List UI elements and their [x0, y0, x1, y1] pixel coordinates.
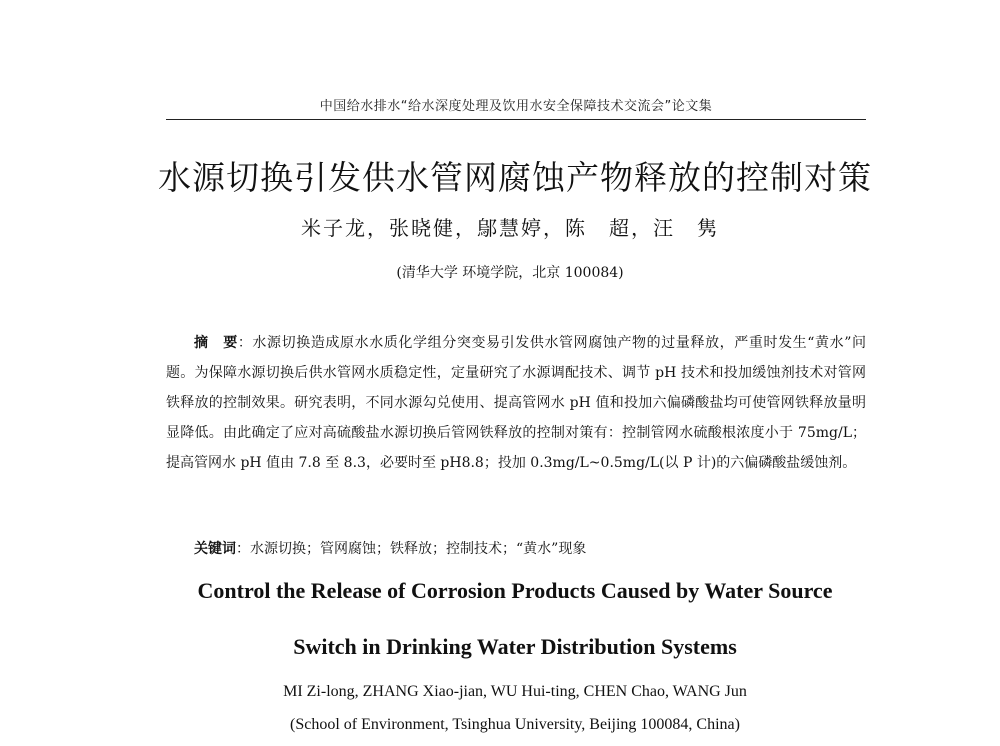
english-authors: MI Zi-long, ZHANG Xiao-jian, WU Hui-ting, CHEN Chao, WANG Jun — [283, 683, 747, 700]
chinese-authors: 米子龙，张晓健，鄔慧婷，陈 超，汪 隽 — [301, 216, 719, 240]
running-header: 中国给水排水“给水深度处理及饮用水安全保障技术交流会”论文集 — [319, 99, 713, 114]
english-affiliation: (School of Environment, Tsinghua University, Beijing 100084, China) — [290, 716, 740, 733]
english-title-line-2: Switch in Drinking Water Distribution Systems — [293, 634, 737, 659]
chinese-affiliation: (清华大学 环境学院，北京 100084) — [396, 265, 624, 281]
chinese-abstract — [166, 328, 866, 478]
keywords-text: ：水源切换；管网腐蚀；铁释放；控制技术；“黄水”现象 — [236, 541, 587, 557]
chinese-title: 水源切换引发供水管网腐蚀产物释放的控制对策 — [158, 158, 872, 197]
abstract-text: ：水源切换造成原水水质化学组分突变易引发供水管网腐蚀产物的过量释放，严重时发生“黄水”问题。为保障水源切换后供水管网水质稳定性，定量研究了水源调配技术、调节 pH 技术和投加缓蚀剂技术对管网铁释放的控制效果。研究表明，不同水源勾兑使用、提高管网水 pH 值和投加六偏磷酸盐均可使管网铁释放量明显降低。由此确定了应对高硫酸盐水源切换后管网铁释放的控制对策有：控制管网水硫酸根浓度小于 75mg/L；提高管网水 pH 值由 7.8 至 8.3，必要时至 pH8.8；投加 0.3mg/L~0.5mg/L(以 P 计)的六偏磷酸盐缓蚀剂。 — [166, 335, 867, 471]
chinese-keywords — [194, 538, 864, 558]
english-title-line-1: Control the Release of Corrosion Products Caused by Water Source — [197, 578, 833, 603]
header-rule — [166, 119, 866, 120]
abstract-label: 摘 要 — [194, 335, 238, 351]
keywords-label: 关键词 — [194, 541, 236, 557]
